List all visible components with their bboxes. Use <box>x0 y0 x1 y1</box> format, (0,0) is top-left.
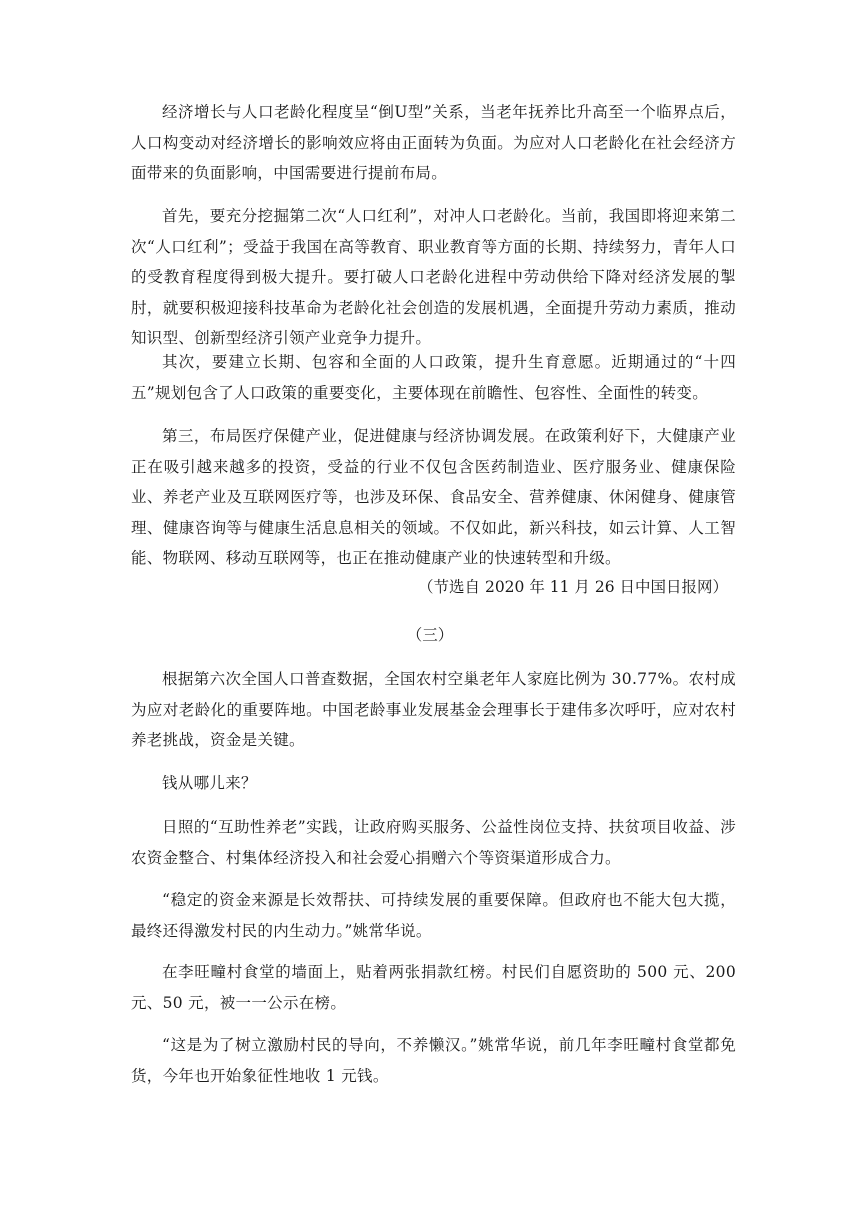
paragraph-quote-funding: “稳定的资金来源是长效帮扶、可持续发展的重要保障。但政府也不能大包大揽，最终还得激发村民的内生动力。”姚常华说。 <box>131 891 736 940</box>
paragraph-quote-canteen: “这是为了树立激励村民的导向，不养懒汉。”姚常华说，前几年李旺疃村食堂都免货，今年也开始象征性地收 1 元钱。 <box>131 1036 736 1085</box>
paragraph-first-measure: 首先，要充分挖掘第二次“人口红利”，对冲人口老龄化。当前，我国即将迎来第二次“人口红利”；受益于我国在高等教育、职业教育等方面的长期、持续努力，青年人口的受教育程度得到极大提升。要打破人口老龄化进程中劳动供给下降对经济发展的掣肘，就要积极迎接科技革命为老龄化社会创造的发展机遇，全面提升劳动力素质，推动知识型、创新型经济引领产业竞争力提升。 <box>131 207 736 347</box>
paragraph-census-data: 根据第六次全国人口普查数据，全国农村空巢老年人家庭比例为 30.77%。农村成为应对老龄化的重要阵地。中国老龄事业发展基金会理事长于建伟多次呼吁，应对农村养老挑战，资金是关键。 <box>131 670 736 749</box>
paragraph-third-measure: 第三，布局医疗保健产业，促进健康与经济协调发展。在政策利好下，大健康产业正在吸引越来越多的投资，受益的行业不仅包含医药制造业、医疗服务业、健康保险业、养老产业及互联网医疗等，也涉及环保、食品安全、营养健康、休闲健身、健康管理、健康咨询等与健康生活息息相关的领域。不仅如此，新兴科技，如云计算、人工智能、物联网、移动互联网等，也正在推动健康产业的快速转型和升级。 <box>131 427 736 567</box>
paragraph-second-measure: 其次，要建立长期、包容和全面的人口政策，提升生育意愿。近期通过的“十四五”规划包含了人口政策的重要变化，主要体现在前瞻性、包容性、全面性的转变。 <box>131 353 736 402</box>
paragraph-economy-aging: 经济增长与人口老龄化程度呈“倒U型”关系，当老年抚养比升高至一个临界点后，人口构变动对经济增长的影响效应将由正面转为负面。为应对人口老龄化在社会经济方面带来的负面影响，中国需要进行提前布局。 <box>131 103 736 182</box>
paragraph-question: 钱从哪儿来？ <box>162 774 257 792</box>
paragraph-rizhao-practice: 日照的“互助性养老”实践，让政府购买服务、公益性岗位支持、扶贫项目收益、涉农资金整合、村集体经济投入和社会爱心捐赠六个等资渠道形成合力。 <box>131 818 736 867</box>
paragraph-donation-board: 在李旺疃村食堂的墙面上，贴着两张捐款红榜。村民们自愿资助的 500 元、200 元、50 元，被一一公示在榜。 <box>131 963 736 1012</box>
source-note: （节选自 2020 年 11 月 26 日中国日报网） <box>418 578 728 596</box>
section-heading: （三） <box>406 626 454 644</box>
